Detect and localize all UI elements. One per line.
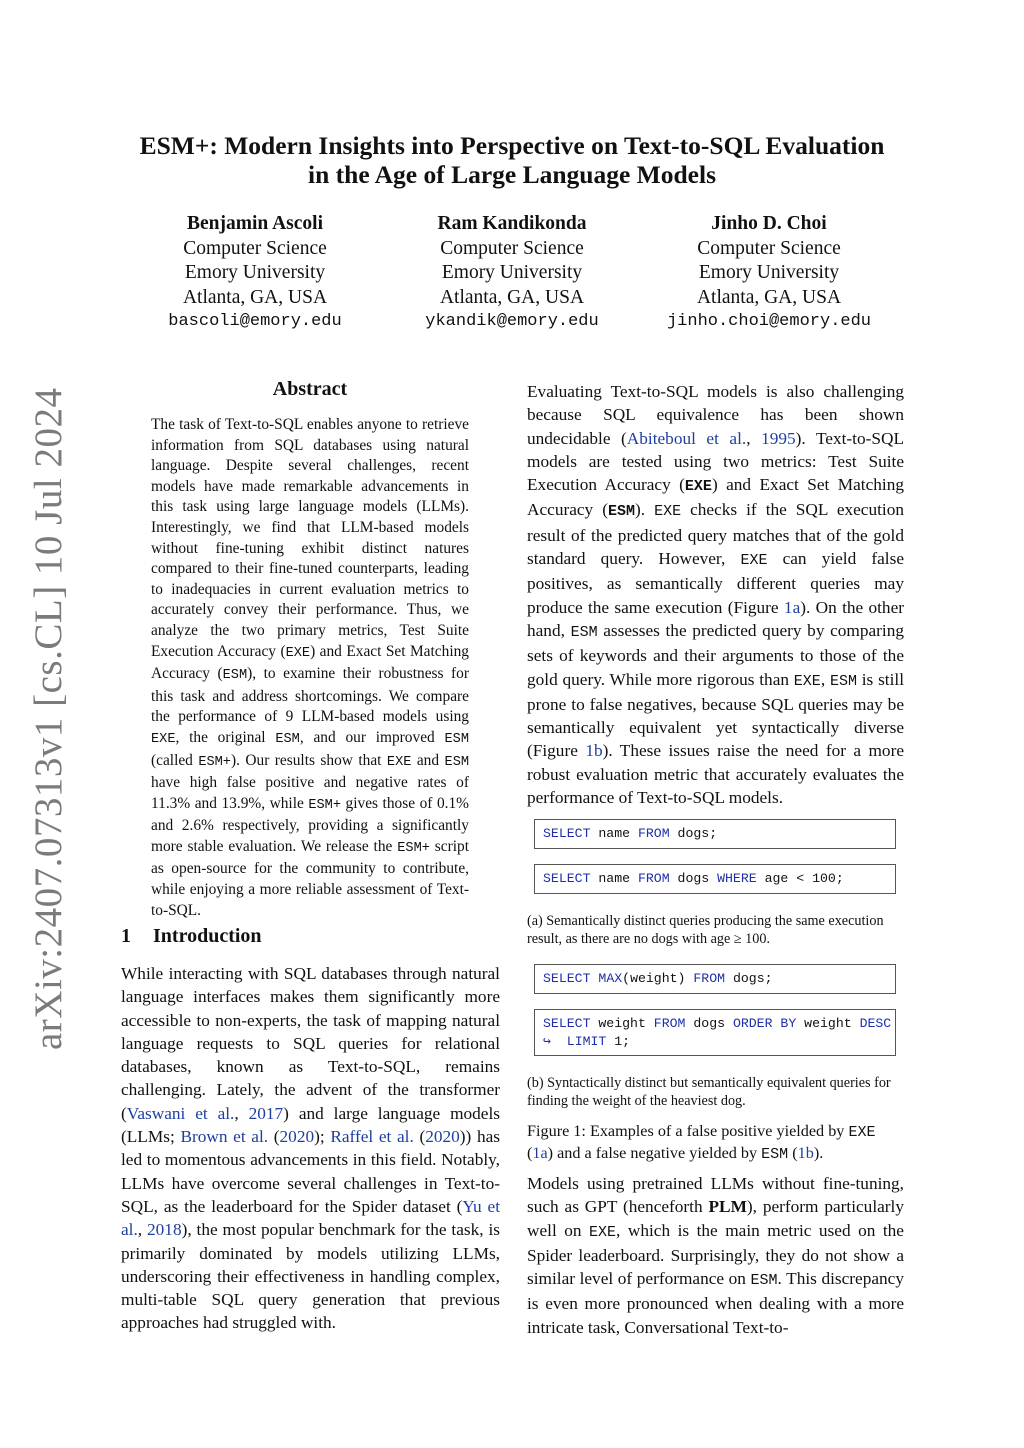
author-name: Ram Kandikonda <box>437 213 587 234</box>
plm-paragraph: Models using pretrained LLMs without fine-tuning, such as GPT (henceforth PLM), perform particularly well on EXE, which is the main metric used on the Spider leaderboard. Surprisingly, they do not show a similar level of performance on ESM. This discrepancy is even more pronounced when dealing with a more intricate task, Conversational Text-to- <box>527 1174 904 1337</box>
author-location: Atlanta, GA, USA <box>439 286 585 308</box>
author-name: Jinho D. Choi <box>711 213 827 234</box>
citation-link[interactable]: 2017 <box>248 1103 284 1123</box>
citation-link[interactable]: 2018 <box>147 1220 182 1240</box>
author-name: Benjamin Ascoli <box>187 213 323 234</box>
author-location: Atlanta, GA, USA <box>696 286 842 308</box>
author-department: Computer Science <box>183 237 327 259</box>
author-block-2 <box>382 212 642 335</box>
author-university: Emory University <box>184 262 326 283</box>
figure-ref-link[interactable]: 1a <box>783 597 801 617</box>
section-title: Introduction <box>153 925 262 947</box>
citation-link[interactable]: 2020 <box>425 1127 460 1147</box>
section-heading-introduction <box>121 925 262 948</box>
paper-title <box>120 131 904 189</box>
figure-ref-link[interactable]: 1b <box>585 741 603 761</box>
figure-ref-link[interactable]: 1b <box>797 1144 814 1162</box>
author-email[interactable]: jinho.choi@emory.edu <box>666 312 872 331</box>
citation-link[interactable]: Abiteboul et al. <box>626 428 747 448</box>
author-department: Computer Science <box>697 237 841 259</box>
sql-code-block: SELECT name FROM dogs; <box>534 819 896 849</box>
abstract-body: The task of Text-to-SQL enables anyone to retrieve information from SQL databases using natural language. Despite several challenges, recent models have made remarkable advancements in this task using large language models (LLMs). Interestingly, we find that LLM-based models without fine-tuning exhibit distinct natures compared to their fine-tuned counterparts, leading to inadequacies in current evaluation metrics to accurately convey their performance. Thus, we analyze the two primary metrics, Test Suite Execution Accuracy (EXE) and Exact Set Matching Accuracy (ESM), to examine their robustness for this task and address shortcomings. We compare the performance of 9 LLM-based models using EXE, the original ESM, and our improved ESM (called ESM+). Our results show that EXE and ESM have high false positive and negative rates of 11.3% and 13.9%, while ESM+ gives those of 0.1% and 2.6% respectively, providing a significantly more stable evaluation. We release the ESM+ script as open-source for the community to contribute, while enjoying a more reliable assessment of Text-to-SQL. <box>151 416 470 919</box>
arxiv-identifier-stamp: arXiv:2407.07313v1 [cs.CL] 10 Jul 2024 <box>27 387 70 1050</box>
citation-link[interactable]: Vaswani et al. <box>126 1103 235 1123</box>
author-university: Emory University <box>698 262 840 283</box>
author-email[interactable]: ykandik@emory.edu <box>425 312 599 331</box>
citation-link[interactable]: Raffel et al. <box>330 1127 414 1147</box>
citation-link[interactable]: Yu et al. <box>121 1196 500 1240</box>
subfigure-caption-a: (a) Semantically distinct queries producing the same execution result, as there are no dogs with age ≥ 100. <box>527 913 884 947</box>
author-email[interactable]: bascoli@emory.edu <box>168 312 342 331</box>
evaluation-paragraph: Evaluating Text-to-SQL models is also challenging because SQL equivalence has been shown undecidable (Abiteboul et al., 1995). Text-to-SQL models are tested using two metrics: Test Suite Execution Accuracy (EXE) and Exact Set Matching Accuracy (ESM). EXE checks if the SQL execution result of the predicted query matches that of the gold standard query. However, EXE can yield false positives, as semantically different queries may produce the same execution (Figure 1a). On the other hand, ESM assesses the predicted query by comparing sets of keywords and their arguments to those of the gold query. While more rigorous than EXE, ESM is still prone to false negatives, because SQL queries may be semantically equivalent yet syntactically diverse (Figure 1b). These issues raise the need for a more robust evaluation metric that accurately evaluates the performance of Text-to-SQL models. <box>527 382 905 808</box>
author-block-1 <box>125 212 385 335</box>
sql-code-block: SELECT name FROM dogs WHERE age < 100; <box>534 864 896 894</box>
abstract-heading: Abstract <box>272 378 348 400</box>
author-block-3 <box>639 212 899 335</box>
sql-code-block: SELECT MAX(weight) FROM dogs; <box>534 964 896 994</box>
introduction-paragraph: While interacting with SQL databases through natural language interfaces makes them significantly more accessible to non-experts, the task of mapping natural language requests to SQL queries for relational databases, known as Text-to-SQL, remains challenging. Lately, the advent of the transformer (Vaswani et al., 2017) and large language models (LLMs; Brown et al. (2020); Raffel et al. (2020)) has led to momentous advancements in this field. Notably, LLMs have overcome several challenges in Text-to-SQL, as the leaderboard for the Spider dataset (Yu et al., 2018), the most popular benchmark for the task, is primarily dominated by models utilizing LLMs, underscoring their effectiveness in handling complex, multi-table SQL query generation that previous approaches had struggled with. <box>121 964 501 1333</box>
line-continuation-icon: ↪ <box>543 1033 551 1049</box>
title-line-2: in the Age of Large Language Models <box>308 160 716 189</box>
citation-link[interactable]: 1995 <box>761 428 796 448</box>
citation-link[interactable]: 2020 <box>279 1127 315 1147</box>
author-university: Emory University <box>441 262 583 283</box>
figure-ref-link[interactable]: 1a <box>532 1144 548 1162</box>
author-department: Computer Science <box>440 237 584 259</box>
figure-caption: Figure 1: Examples of a false positive yielded by EXE (1a) and a false negative yielded by ESM (1b). <box>527 1122 876 1163</box>
citation-link[interactable]: Brown et al. <box>180 1127 269 1147</box>
subfigure-caption-b: (b) Syntactically distinct but semantically equivalent queries for finding the weight of the heaviest dog. <box>527 1075 891 1109</box>
section-number: 1 <box>121 925 131 947</box>
sql-code-block: SELECT weight FROM dogs ORDER BY weight DESC ↪ LIMIT 1; <box>534 1009 896 1056</box>
author-location: Atlanta, GA, USA <box>182 286 328 308</box>
title-line-1: ESM+: Modern Insights into Perspective on Text-to-SQL Evaluation <box>139 131 885 160</box>
